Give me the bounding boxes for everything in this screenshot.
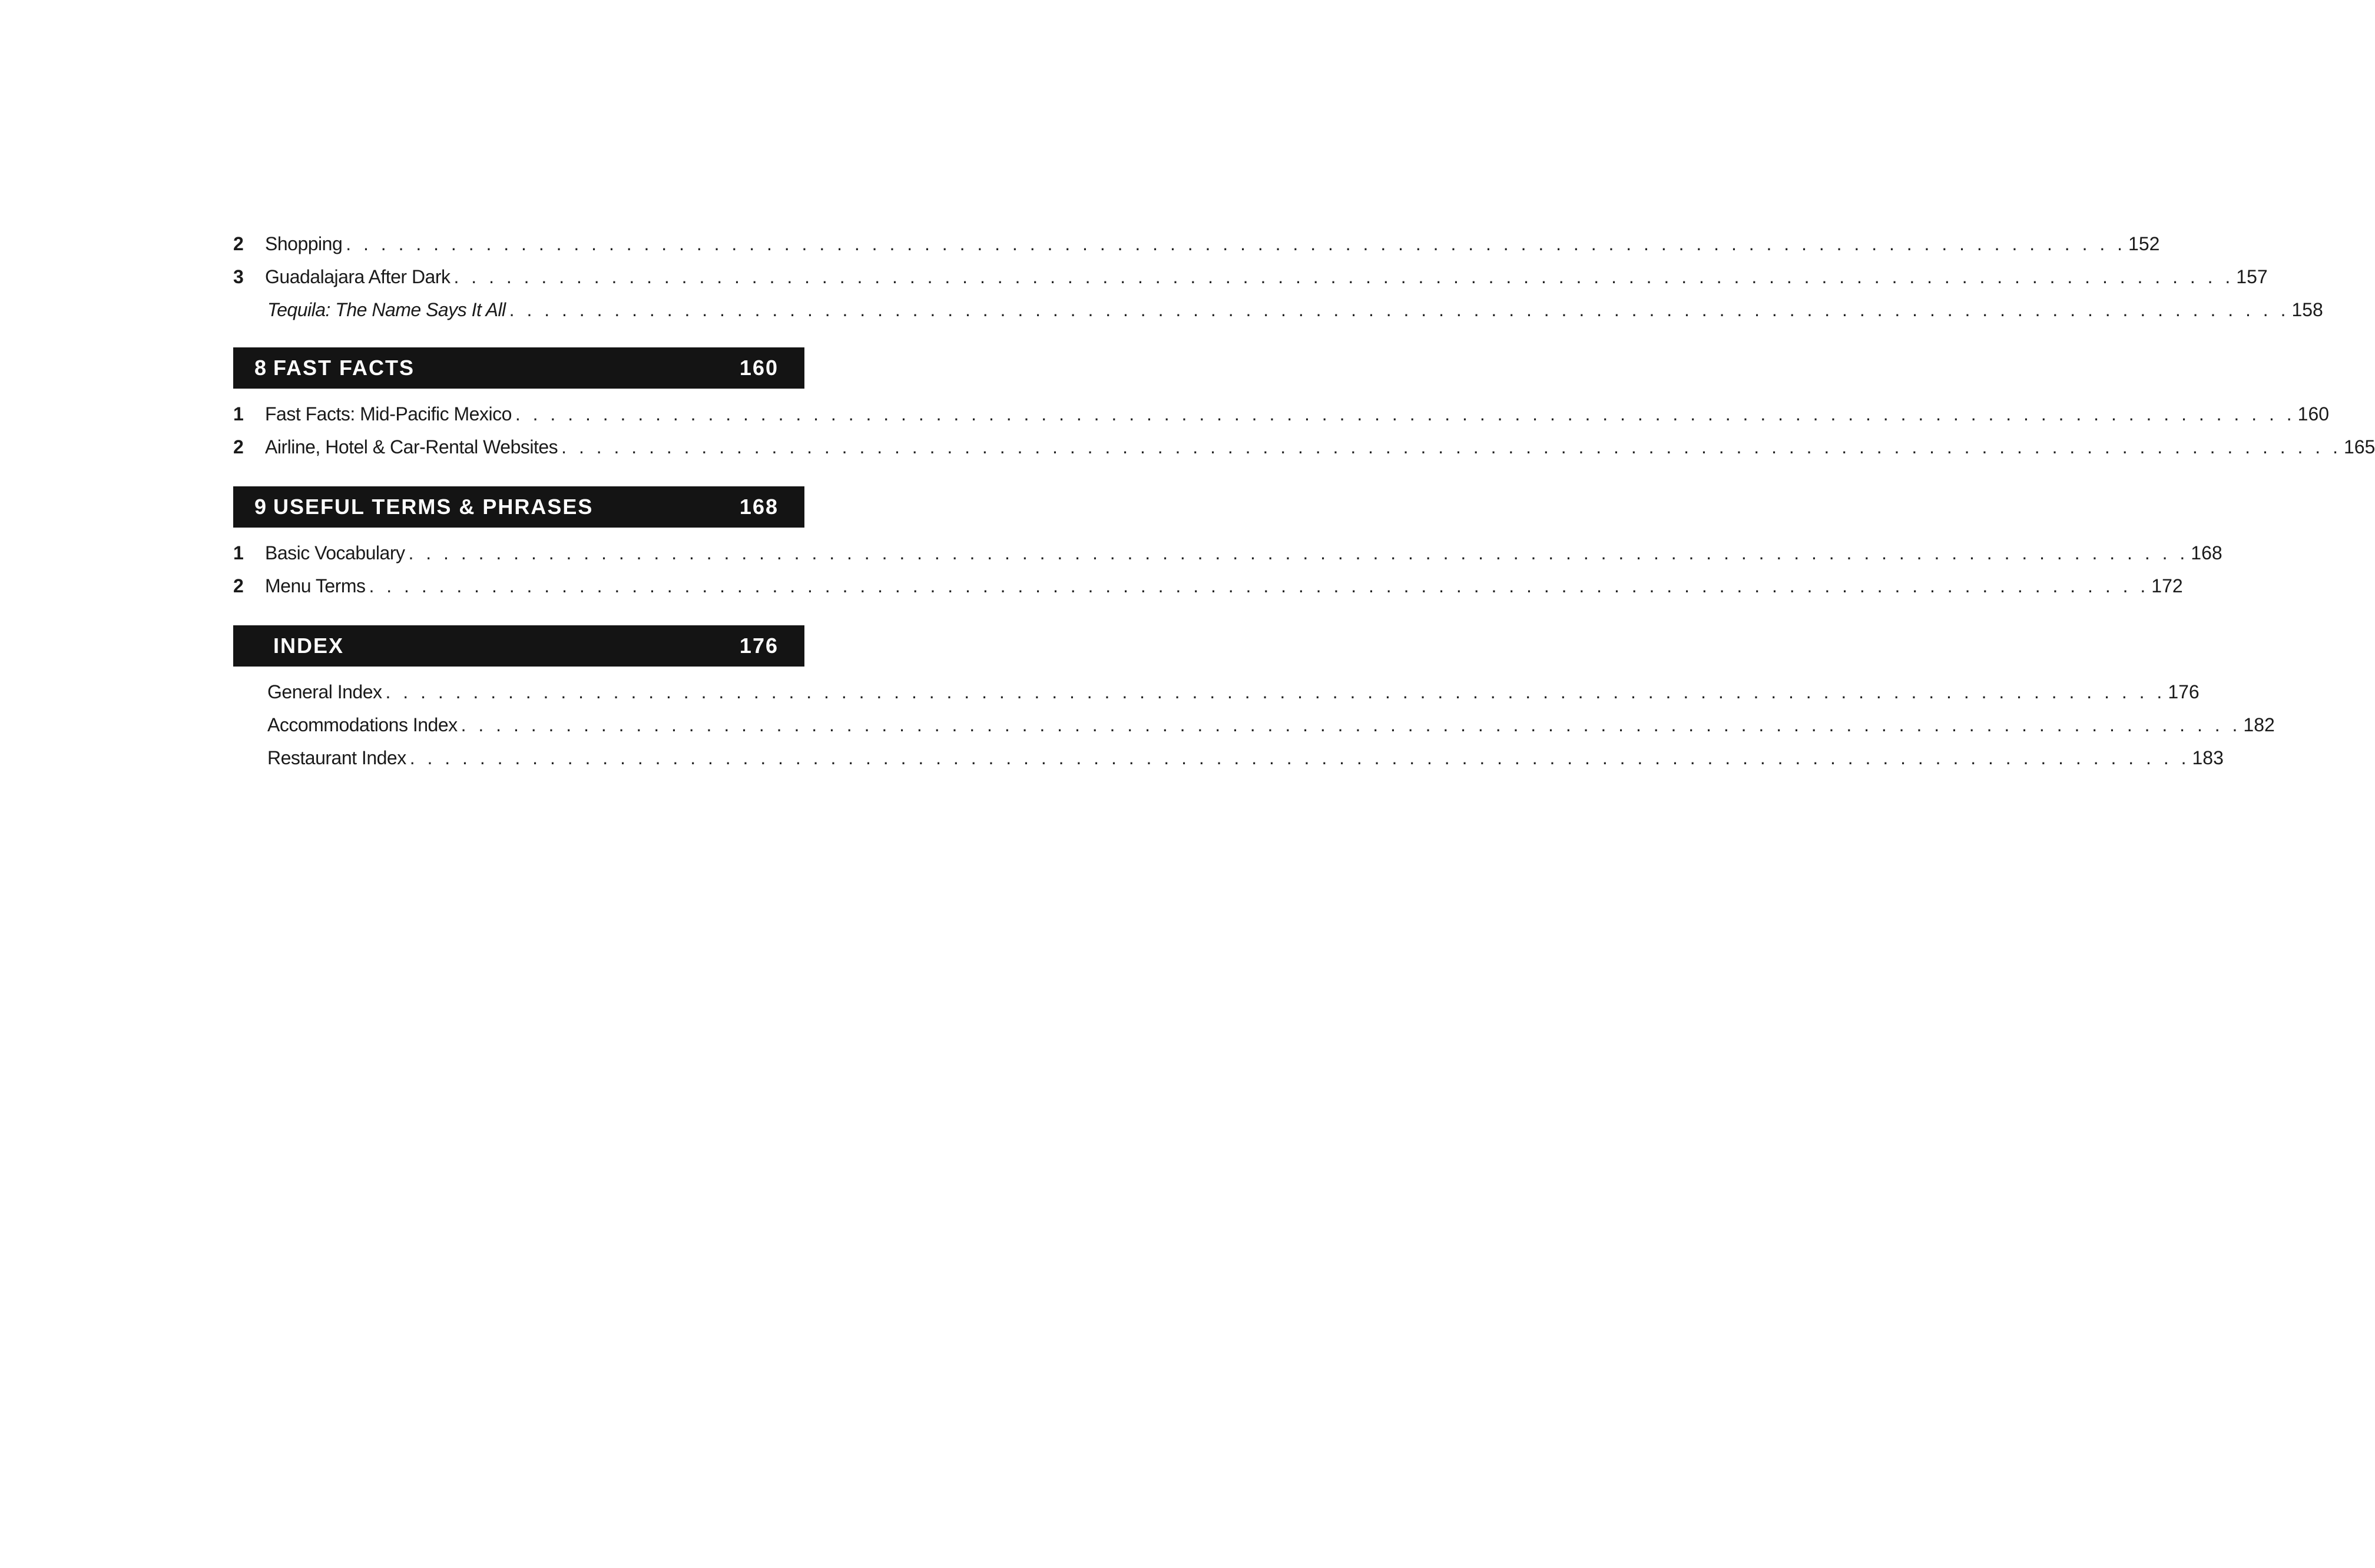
entry-title: Airline, Hotel & Car-Rental Websites xyxy=(265,436,558,458)
toc-entry-general-index[interactable] xyxy=(233,671,2200,704)
toc-entry-fast-facts-mid-pacific[interactable] xyxy=(233,393,2330,426)
toc-entry-shopping[interactable] xyxy=(233,223,2160,256)
chapter-title: USEFUL TERMS & PHRASES xyxy=(273,495,594,519)
toc-entry-tequila-sidebar[interactable] xyxy=(233,289,2323,321)
dot-leader: . . . . . . . . . . . . . . . . . . . . . . . . . . . . . . . . . . . . . . . . . . . . . . . . . . . . . . . . . . . . . . . . . . . . . . . . . . . . . . . . . . . . . . . . . . . . . . . . . . . . . . xyxy=(515,403,2295,425)
entry-title: Tequila: The Name Says It All xyxy=(267,299,506,320)
chapter-number: 8 xyxy=(254,356,267,380)
toc-entry-guadalajara-after-dark[interactable] xyxy=(233,256,2268,289)
entry-title: General Index xyxy=(267,681,382,702)
entry-page: 172 xyxy=(2151,575,2183,596)
entry-number: 1 xyxy=(233,542,244,563)
entry-page: 182 xyxy=(2243,714,2275,735)
entry-page: 168 xyxy=(2191,542,2222,563)
entry-title: Guadalajara After Dark xyxy=(265,266,451,287)
entry-page: 165 xyxy=(2343,436,2375,458)
entry-title: Menu Terms xyxy=(265,575,366,596)
toc-entry-airline-hotel-websites[interactable] xyxy=(233,426,2375,459)
entry-number: 2 xyxy=(233,436,244,458)
dot-leader: . . . . . . . . . . . . . . . . . . . . . . . . . . . . . . . . . . . . . . . . . . . . . . . . . . . . . . . . . . . . . . . . . . . . . . . . . . . . . . . . . . . . . . . . . . . . . . . . . . . . . . xyxy=(409,747,2190,768)
entry-page: 176 xyxy=(2168,681,2200,702)
dot-leader: . . . . . . . . . . . . . . . . . . . . . . . . . . . . . . . . . . . . . . . . . . . . . . . . . . . . . . . . . . . . . . . . . . . . . . . . . . . . . . . . . . . . . . . . . . . . . . . . . . . . . . xyxy=(408,542,2189,563)
chapter-heading-index[interactable] xyxy=(233,625,804,667)
chapter-number: 9 xyxy=(254,495,267,519)
dot-leader: . . . . . . . . . . . . . . . . . . . . . . . . . . . . . . . . . . . . . . . . . . . . . . . . . . . . . . . . . . . . . . . . . . . . . . . . . . . . . . . . . . . . . . . . . . . . . . . . . . . . . . xyxy=(461,714,2241,735)
chapter-page: 160 xyxy=(739,356,779,380)
entry-number: 1 xyxy=(233,403,244,425)
entry-page: 152 xyxy=(2128,233,2160,254)
dot-leader: . . . . . . . . . . . . . . . . . . . . . . . . . . . . . . . . . . . . . . . . . . . . . . . . . . . . . . . . . . . . . . . . . . . . . . . . . . . . . . . . . . . . . . . . . . . . . . . . . . . . . . xyxy=(385,681,2166,702)
chapter-heading-useful-terms[interactable] xyxy=(233,486,804,528)
entry-number: 2 xyxy=(233,575,244,596)
toc-entry-menu-terms[interactable] xyxy=(233,565,2183,598)
entry-title: Fast Facts: Mid-Pacific Mexico xyxy=(265,403,512,425)
chapter-heading-fast-facts[interactable] xyxy=(233,347,804,389)
chapter-title: INDEX xyxy=(273,634,345,658)
entry-page: 183 xyxy=(2192,747,2224,768)
entry-title: Accommodations Index xyxy=(267,714,458,735)
dot-leader: . . . . . . . . . . . . . . . . . . . . . . . . . . . . . . . . . . . . . . . . . . . . . . . . . . . . . . . . . . . . . . . . . . . . . . . . . . . . . . . . . . . . . . . . . . . . . . . . . . . . . . xyxy=(561,436,2341,458)
chapter-page: 168 xyxy=(739,495,779,519)
chapter-title: FAST FACTS xyxy=(273,356,415,380)
dot-leader: . . . . . . . . . . . . . . . . . . . . . . . . . . . . . . . . . . . . . . . . . . . . . . . . . . . . . . . . . . . . . . . . . . . . . . . . . . . . . . . . . . . . . . . . . . . . . . . . . . . . . . xyxy=(346,233,2126,254)
dot-leader: . . . . . . . . . . . . . . . . . . . . . . . . . . . . . . . . . . . . . . . . . . . . . . . . . . . . . . . . . . . . . . . . . . . . . . . . . . . . . . . . . . . . . . . . . . . . . . . . . . . . . . xyxy=(369,575,2149,596)
chapter-page: 176 xyxy=(739,634,779,658)
toc-entry-accommodations-index[interactable] xyxy=(233,704,2275,737)
entry-number: 3 xyxy=(233,266,244,287)
toc-entry-restaurant-index[interactable] xyxy=(233,737,2224,770)
entry-title: Restaurant Index xyxy=(267,747,406,768)
dot-leader: . . . . . . . . . . . . . . . . . . . . . . . . . . . . . . . . . . . . . . . . . . . . . . . . . . . . . . . . . . . . . . . . . . . . . . . . . . . . . . . . . . . . . . . . . . . . . . . . . . . . . . xyxy=(453,266,2234,287)
entry-number: 2 xyxy=(233,233,244,254)
dot-leader: . . . . . . . . . . . . . . . . . . . . . . . . . . . . . . . . . . . . . . . . . . . . . . . . . . . . . . . . . . . . . . . . . . . . . . . . . . . . . . . . . . . . . . . . . . . . . . . . . . . . . . xyxy=(509,299,2290,320)
entry-page: 160 xyxy=(2297,403,2330,425)
entry-title: Basic Vocabulary xyxy=(265,542,405,563)
entry-page: 158 xyxy=(2291,299,2323,320)
toc-entry-basic-vocabulary[interactable] xyxy=(233,532,2222,565)
entry-page: 157 xyxy=(2236,266,2268,287)
entry-title: Shopping xyxy=(265,233,343,254)
